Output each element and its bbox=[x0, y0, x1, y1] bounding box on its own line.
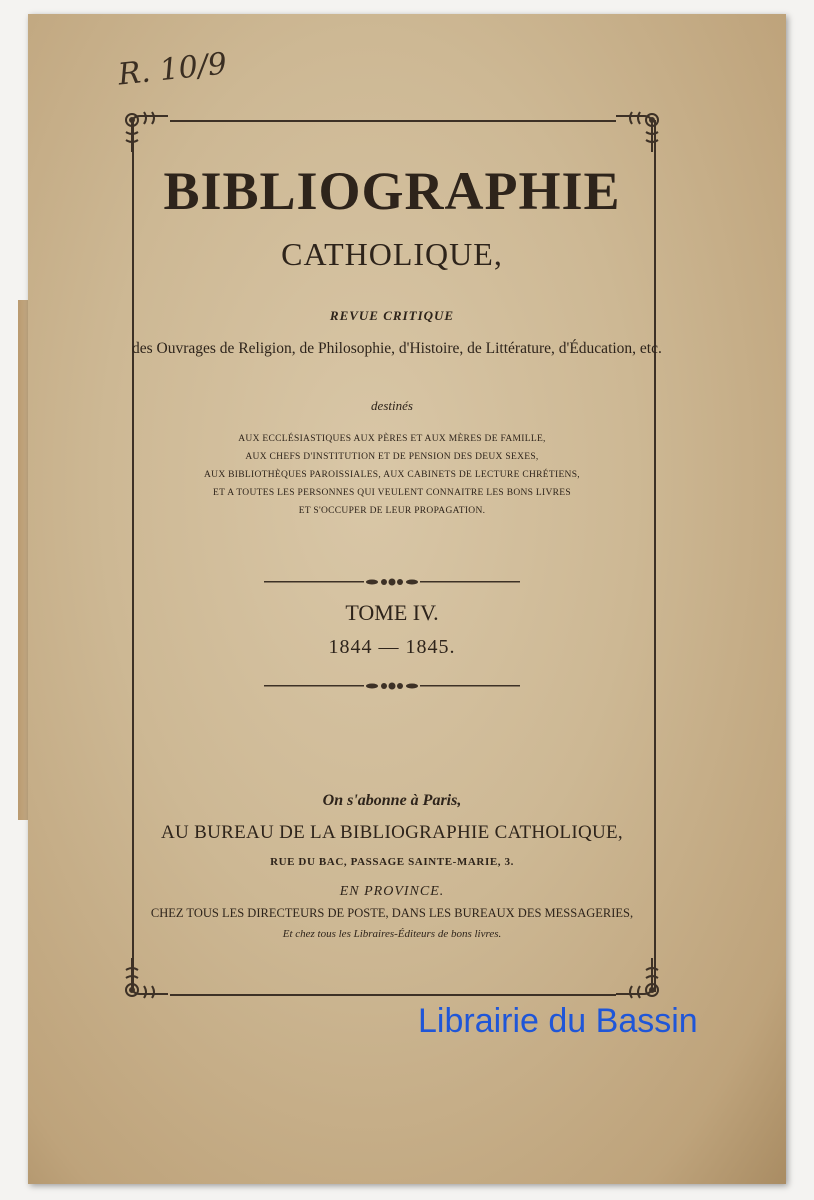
province-heading: EN PROVINCE. bbox=[339, 884, 445, 899]
handwritten-shelf-note: R. 10/9 bbox=[116, 46, 229, 93]
years-range: 1844 — 1845. bbox=[328, 636, 456, 658]
audience-line: ET S'OCCUPER DE LEUR PROPAGATION. bbox=[298, 506, 486, 516]
subscription-heading: On s'abonne à Paris, bbox=[322, 792, 462, 809]
province-distributors: CHEZ TOUS LES DIRECTEURS DE POSTE, DANS LES BUREAUX DES MESSAGERIES, bbox=[150, 906, 634, 920]
revue-critique-label: REVUE CRITIQUE bbox=[329, 308, 455, 323]
destines-label: destinés bbox=[371, 398, 413, 413]
booksellers-line: Et chez tous les Libraires-Éditeurs de bons livres. bbox=[282, 928, 502, 940]
ornamental-rule-icon bbox=[264, 678, 520, 688]
corner-ornament-icon bbox=[606, 106, 666, 166]
frame-top-rule bbox=[170, 120, 616, 122]
description-line: des Ouvrages de Religion, de Philosophie, d'Histoire, de Littérature, d'Éducation, etc. bbox=[132, 340, 662, 357]
ornamental-rule-icon bbox=[264, 574, 520, 584]
audience-line: AUX BIBLIOTHÈQUES PAROISSIALES, AUX CABINETS DE LECTURE CHRÉTIENS, bbox=[204, 470, 580, 480]
audience-line: ET A TOUTES LES PERSONNES QUI VEULENT CONNAITRE LES BONS LIVRES bbox=[213, 488, 571, 498]
corner-ornament-icon bbox=[606, 944, 666, 1004]
street-address: RUE DU BAC, PASSAGE SAINTE-MARIE, 3. bbox=[270, 856, 514, 868]
corner-ornament-icon bbox=[118, 944, 178, 1004]
frame-bottom-rule bbox=[170, 994, 616, 996]
audience-list bbox=[132, 430, 652, 520]
bureau-address: AU BUREAU DE LA BIBLIOGRAPHIE CATHOLIQUE, bbox=[161, 822, 623, 843]
audience-line: AUX ECCLÉSIASTIQUES AUX PÈRES ET AUX MÈRES DE FAMILLE, bbox=[238, 434, 546, 444]
book-title: BIBLIOGRAPHIE bbox=[163, 161, 621, 221]
book-subtitle: CATHOLIQUE, bbox=[281, 236, 503, 272]
audience-line: AUX CHEFS D'INSTITUTION ET DE PENSION DES DEUX SEXES, bbox=[245, 452, 539, 462]
tome-number: TOME IV. bbox=[345, 600, 439, 625]
corner-ornament-icon bbox=[118, 106, 178, 166]
seller-watermark: Librairie du Bassin bbox=[418, 1002, 698, 1040]
